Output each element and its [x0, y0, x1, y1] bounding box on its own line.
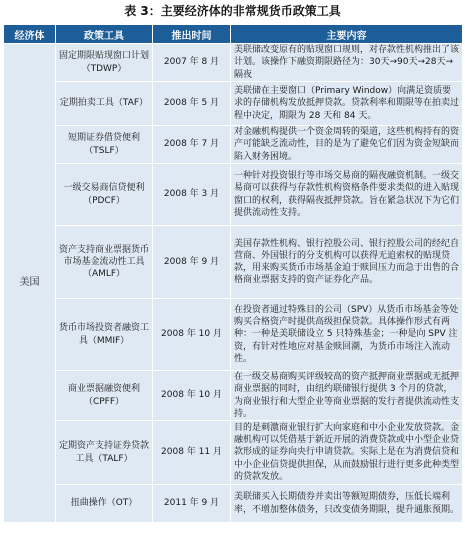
content-cell: 在投资者通过特殊目的公司（SPV）从货币市场基金等处购买合格资产时提供高级担保贷款。具体操作形式有两种：一种是美联储设立 5 只特殊基金；一种是向 SPV 注资，有针对性地应对基金赎回潮，为货币市场注入流动性。: [231, 299, 463, 371]
header-economy: 经济体: [4, 25, 56, 44]
tool-cell: 固定期限贴现窗口计划（TDWP）: [56, 44, 153, 82]
date-cell: 2008 年 7 月: [153, 126, 231, 164]
date-cell: 2008 年 3 月: [153, 164, 231, 226]
tool-cell: 商业票据融资便利（CPFF）: [56, 371, 153, 421]
table-row: [4, 299, 463, 371]
tool-cell: 定期资产支持证券贷款工具（TALF）: [56, 421, 153, 485]
date-cell: 2008 年 10 月: [153, 371, 231, 421]
table-row: [4, 126, 463, 164]
date-cell: 2008 年 9 月: [153, 226, 231, 299]
policy-tools-table: [3, 24, 463, 523]
header-tool: 政策工具: [56, 25, 153, 44]
date-cell: 2007 年 8 月: [153, 44, 231, 82]
tool-cell: 资产支持商业票据货币市场基金流动性工具（AMLF）: [56, 226, 153, 299]
country-cell: 美国: [4, 44, 56, 523]
table-row: [4, 485, 463, 523]
header-date: 推出时间: [153, 25, 231, 44]
date-cell: 2008 年 10 月: [153, 299, 231, 371]
header-row: [4, 25, 463, 44]
content-cell: 美联储买入长期债券并卖出等额短期债券，压低长端利率，不增加整体债务，只改变债务期限，提升通胀预期。: [231, 485, 463, 523]
tool-cell: 货币市场投资者融资工具（MMIF）: [56, 299, 153, 371]
content-cell: 一种针对投资银行等市场交易商的隔夜融资机制。一级交易商可以获得与存款性机构资格条件要求类似的进入贴现窗口的权利，获得隔夜抵押贷款。旨在紧急状况下为它们提供流动性支持。: [231, 164, 463, 226]
table-row: [4, 226, 463, 299]
content-cell: 美国存款性机构、银行控股公司、银行控股公司的经纪自营商、外国银行的分支机构可以获得无追索权的贴现贷款，用来购买货币市场基金迫于赎回压力而急于出售的合格商业票据支持的资产证券化产品。: [231, 226, 463, 299]
tool-cell: 定期拍卖工具（TAF）: [56, 82, 153, 126]
content-cell: 美联储改变原有的贴现窗口规则，对存款性机构推出了该计划。该操作下融资期限路径为：30天→90天→28天→隔夜: [231, 44, 463, 82]
date-cell: 2008 年 11 月: [153, 421, 231, 485]
tool-cell: 短期证券借贷便利（TSLF）: [56, 126, 153, 164]
content-cell: 美联储在主要窗口（Primary Window）向满足资质要求的存储机构发放抵押贷款。贷款利率和期限等在拍卖过程中决定，期限为 28 天和 84 天。: [231, 82, 463, 126]
content-cell: 在一级交易商购买评级较高的资产抵押商业票据或无抵押商业票据的同时，由纽约联储银行提供 3 个月的贷款，为商业银行和大型企业等商业票据的发行者提供流动性支持。: [231, 371, 463, 421]
table-row: [4, 371, 463, 421]
header-content: 主要内容: [231, 25, 463, 44]
table-row: [4, 82, 463, 126]
table-row: [4, 421, 463, 485]
content-cell: 对金融机构提供一个资金周转的渠道，这些机构持有的资产可能缺乏流动性，目的是为了避免它们因为资金短缺而陷入财务困境。: [231, 126, 463, 164]
table-row: [4, 44, 463, 82]
table-title: 表 3：主要经济体的非常规货币政策工具: [124, 4, 341, 18]
date-cell: 2008 年 5 月: [153, 82, 231, 126]
tool-cell: 扭曲操作（OT）: [56, 485, 153, 523]
date-cell: 2011 年 9 月: [153, 485, 231, 523]
table-row: [4, 164, 463, 226]
content-cell: 目的是刺激商业银行扩大向家庭和中小企业发放贷款。金融机构可以凭借基于新近开展的消费贷款或中小型企业贷款形成的证券向央行申请贷款。实际上是在为消费信贷和中小企业信贷提供担保，从而鼓励银行进行更多此种类型的贷款发放。: [231, 421, 463, 485]
tool-cell: 一级交易商信贷便利（PDCF）: [56, 164, 153, 226]
